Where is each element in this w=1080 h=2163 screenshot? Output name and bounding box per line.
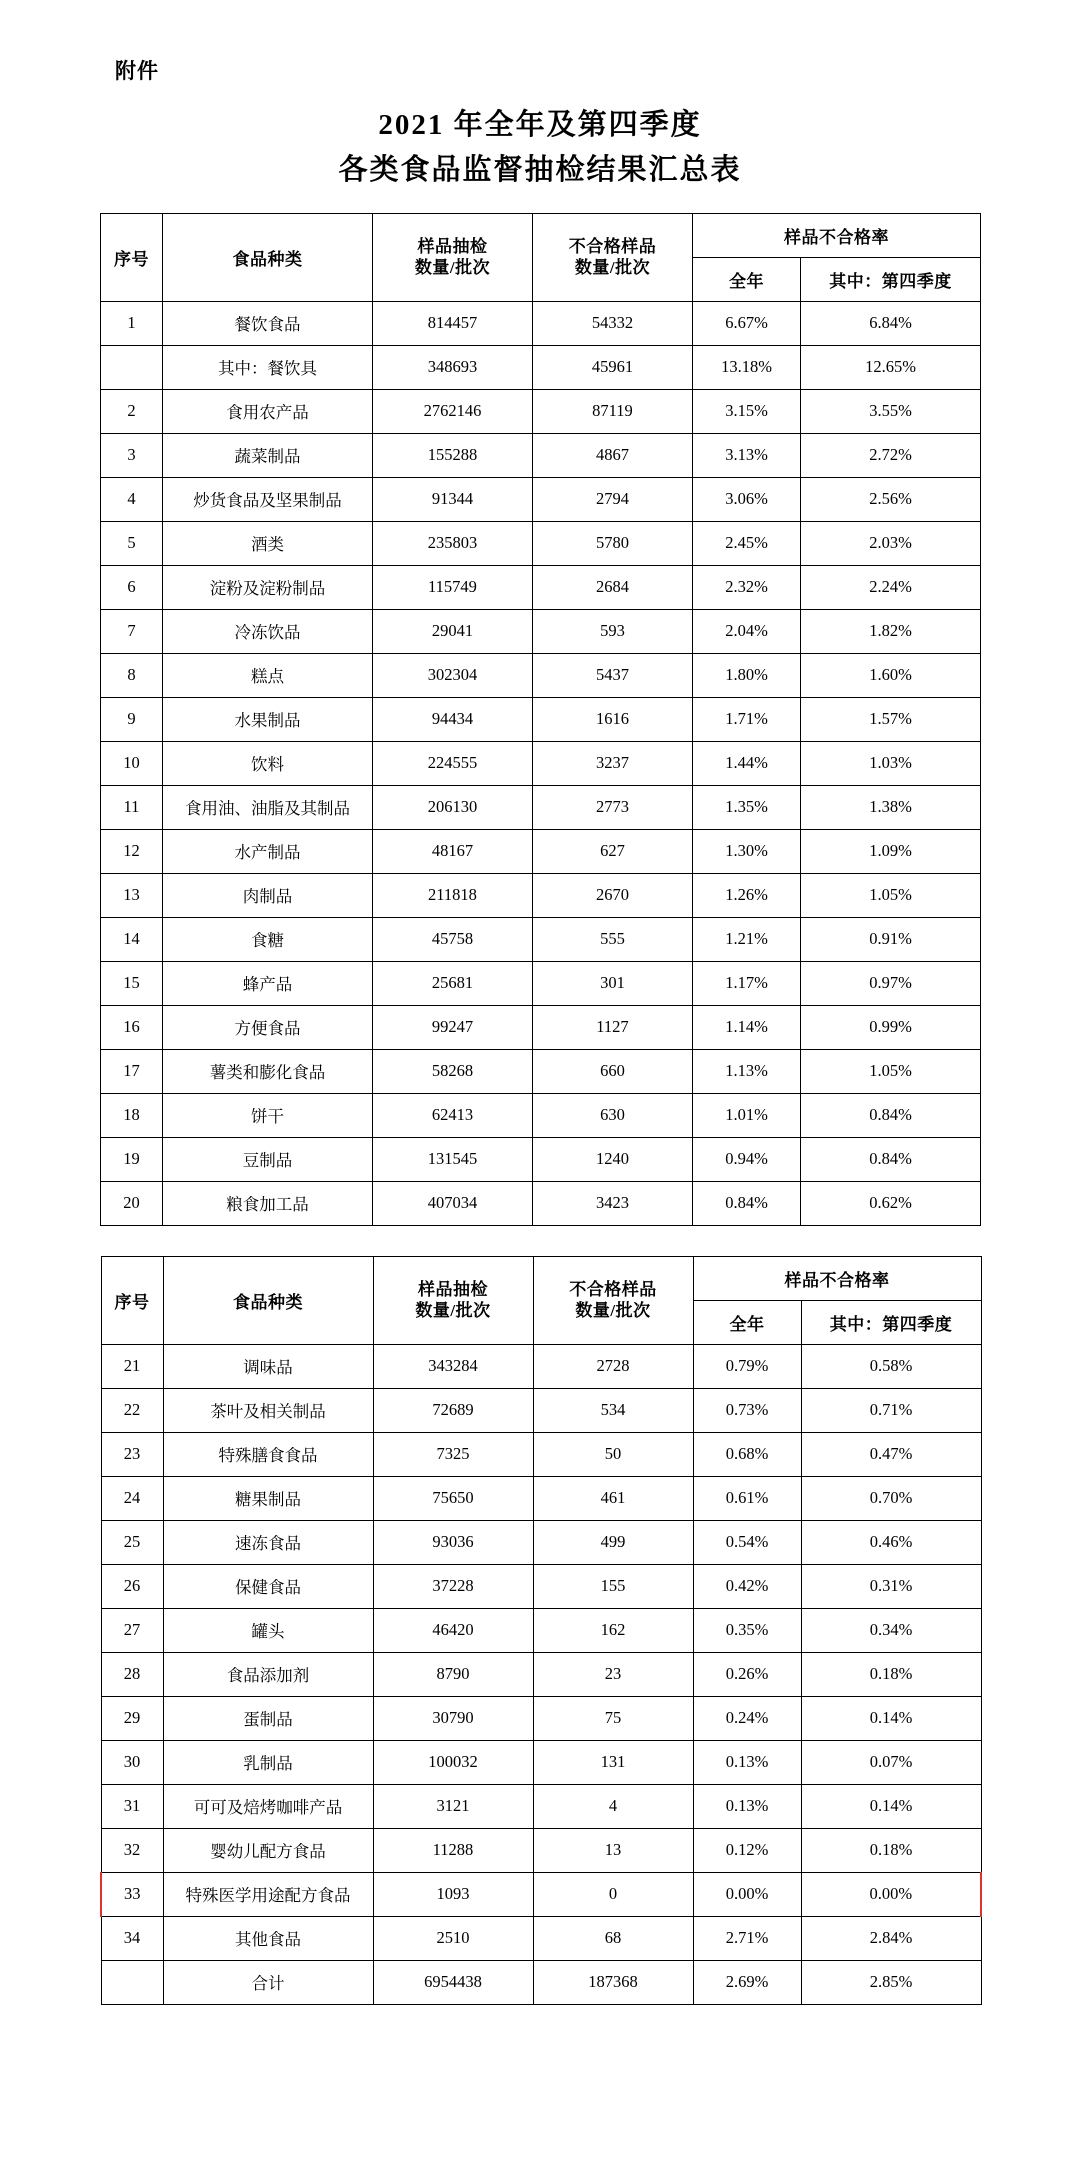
table-body-1: [101, 301, 981, 1225]
row-failed: 630: [533, 1093, 693, 1137]
header-rate-group: 样品不合格率: [693, 213, 981, 257]
table-header-1: [101, 213, 981, 301]
row-category: 乳制品: [163, 1740, 373, 1784]
row-category: 茶叶及相关制品: [163, 1388, 373, 1432]
table-row: [101, 961, 981, 1005]
row-no: 18: [101, 1093, 163, 1137]
row-no: 13: [101, 873, 163, 917]
row-no: 14: [101, 917, 163, 961]
row-no: 20: [101, 1181, 163, 1225]
row-category: 其中：餐饮具: [163, 345, 373, 389]
row-rate-q4: 2.03%: [801, 521, 981, 565]
row-failed: 5780: [533, 521, 693, 565]
row-no: 21: [101, 1344, 163, 1388]
table-row: [101, 1137, 981, 1181]
row-rate-year: 2.71%: [693, 1916, 801, 1960]
row-category: 食用油、油脂及其制品: [163, 785, 373, 829]
row-sampled: 8790: [373, 1652, 533, 1696]
row-no: 33: [101, 1872, 163, 1916]
table-row: [101, 1520, 981, 1564]
row-rate-q4: 12.65%: [801, 345, 981, 389]
row-rate-q4: 1.03%: [801, 741, 981, 785]
row-rate-year: 0.73%: [693, 1388, 801, 1432]
row-failed: 50: [533, 1432, 693, 1476]
table-row: [101, 785, 981, 829]
row-rate-q4: 0.71%: [801, 1388, 981, 1432]
row-rate-q4: 0.99%: [801, 1005, 981, 1049]
row-sampled: 211818: [373, 873, 533, 917]
row-failed: 555: [533, 917, 693, 961]
title-line-2: 各类食品监督抽检结果汇总表: [338, 153, 742, 186]
table-row: [101, 1388, 981, 1432]
row-sampled: 99247: [373, 1005, 533, 1049]
row-rate-q4: 1.60%: [801, 653, 981, 697]
row-rate-q4: 0.14%: [801, 1784, 981, 1828]
header-failed: [533, 213, 693, 301]
row-category: 食用农产品: [163, 389, 373, 433]
row-no: [101, 345, 163, 389]
row-failed: 2670: [533, 873, 693, 917]
page-title: [100, 103, 980, 193]
header-rate-group-2: 样品不合格率: [693, 1256, 981, 1300]
header-failed-2-line2: 数量/批次: [575, 1301, 651, 1321]
row-sampled: 2510: [373, 1916, 533, 1960]
row-category: 肉制品: [163, 873, 373, 917]
table-header-2: [101, 1256, 981, 1344]
row-no: 1: [101, 301, 163, 345]
row-rate-q4: 1.05%: [801, 873, 981, 917]
table-row: [101, 1181, 981, 1225]
row-no: 8: [101, 653, 163, 697]
row-rate-q4: 0.58%: [801, 1344, 981, 1388]
row-rate-q4: 0.14%: [801, 1696, 981, 1740]
row-failed: 3423: [533, 1181, 693, 1225]
table-row: [101, 1828, 981, 1872]
row-category: 饼干: [163, 1093, 373, 1137]
table-row: [101, 389, 981, 433]
header-no-2: 序号: [101, 1256, 163, 1344]
row-category: 罐头: [163, 1608, 373, 1652]
header-sampled-line2: 数量/批次: [414, 258, 491, 278]
row-category: 可可及焙烤咖啡产品: [163, 1784, 373, 1828]
row-sampled: 302304: [373, 653, 533, 697]
row-rate-year: 1.26%: [693, 873, 801, 917]
table-row: [101, 829, 981, 873]
table-row: [101, 1608, 981, 1652]
header-rate-year-2: 全年: [693, 1300, 801, 1344]
row-rate-q4: 2.84%: [801, 1916, 981, 1960]
table-row: [101, 301, 981, 345]
row-rate-q4: 1.38%: [801, 785, 981, 829]
table-row: [101, 1344, 981, 1388]
header-sampled-line1: 样品抽检: [417, 237, 488, 257]
table-row: [101, 1652, 981, 1696]
row-rate-q4: 0.70%: [801, 1476, 981, 1520]
table-gap: [100, 1226, 980, 1256]
row-rate-year: 1.44%: [693, 741, 801, 785]
header-failed-line2: 数量/批次: [574, 258, 651, 278]
row-category: 食品添加剂: [163, 1652, 373, 1696]
row-rate-year: 0.84%: [693, 1181, 801, 1225]
table-row: [101, 477, 981, 521]
row-no: 27: [101, 1608, 163, 1652]
row-failed: 1240: [533, 1137, 693, 1181]
row-failed: 75: [533, 1696, 693, 1740]
row-failed: 54332: [533, 301, 693, 345]
row-no: 4: [101, 477, 163, 521]
table-row: [101, 1872, 981, 1916]
row-rate-year: 1.71%: [693, 697, 801, 741]
row-rate-q4: 1.05%: [801, 1049, 981, 1093]
row-rate-year: 2.32%: [693, 565, 801, 609]
row-no: 19: [101, 1137, 163, 1181]
row-sampled: 348693: [373, 345, 533, 389]
row-no: 26: [101, 1564, 163, 1608]
row-sampled: 407034: [373, 1181, 533, 1225]
table-row: [101, 917, 981, 961]
table-row: [101, 873, 981, 917]
attachment-label: 附件: [115, 60, 159, 83]
row-rate-year: 3.15%: [693, 389, 801, 433]
row-no: 34: [101, 1916, 163, 1960]
row-rate-q4: 2.85%: [801, 1960, 981, 2004]
title-line-1: 2021 年全年及第四季度: [378, 109, 702, 141]
row-no: 3: [101, 433, 163, 477]
row-sampled: 30790: [373, 1696, 533, 1740]
row-rate-q4: 0.46%: [801, 1520, 981, 1564]
row-failed: 2773: [533, 785, 693, 829]
table-row: [101, 1696, 981, 1740]
table-row: [101, 521, 981, 565]
row-category: 炒货食品及坚果制品: [163, 477, 373, 521]
header-rate-q4-2: 其中：第四季度: [801, 1300, 981, 1344]
row-failed: 187368: [533, 1960, 693, 2004]
row-rate-q4: 3.55%: [801, 389, 981, 433]
row-no: 32: [101, 1828, 163, 1872]
row-rate-q4: 6.84%: [801, 301, 981, 345]
row-rate-year: 0.26%: [693, 1652, 801, 1696]
row-rate-q4: 1.82%: [801, 609, 981, 653]
row-rate-year: 0.13%: [693, 1784, 801, 1828]
row-rate-year: 13.18%: [693, 345, 801, 389]
table-row: [101, 345, 981, 389]
row-failed: 1127: [533, 1005, 693, 1049]
row-no: 17: [101, 1049, 163, 1093]
row-failed: 0: [533, 1872, 693, 1916]
row-rate-year: 1.14%: [693, 1005, 801, 1049]
row-no: 15: [101, 961, 163, 1005]
row-category: 豆制品: [163, 1137, 373, 1181]
row-no: 30: [101, 1740, 163, 1784]
row-sampled: 58268: [373, 1049, 533, 1093]
results-table-part-1: [100, 213, 981, 1226]
row-rate-q4: 0.84%: [801, 1093, 981, 1137]
row-rate-q4: 2.24%: [801, 565, 981, 609]
row-sampled: 94434: [373, 697, 533, 741]
row-category: 蛋制品: [163, 1696, 373, 1740]
row-sampled: 29041: [373, 609, 533, 653]
row-failed: 2794: [533, 477, 693, 521]
row-rate-year: 3.13%: [693, 433, 801, 477]
table-row: [101, 1476, 981, 1520]
row-sampled: 224555: [373, 741, 533, 785]
row-rate-year: 1.17%: [693, 961, 801, 1005]
header-category-2: 食品种类: [163, 1256, 373, 1344]
row-category: 糖果制品: [163, 1476, 373, 1520]
row-category: 婴幼儿配方食品: [163, 1828, 373, 1872]
header-sampled-2-line1: 样品抽检: [418, 1280, 488, 1300]
row-sampled: 814457: [373, 301, 533, 345]
row-failed: 1616: [533, 697, 693, 741]
row-category: 粮食加工品: [163, 1181, 373, 1225]
row-sampled: 75650: [373, 1476, 533, 1520]
row-rate-q4: 0.84%: [801, 1137, 981, 1181]
row-category: 蜂产品: [163, 961, 373, 1005]
header-failed-2: [533, 1256, 693, 1344]
row-rate-year: 1.21%: [693, 917, 801, 961]
row-rate-year: 0.12%: [693, 1828, 801, 1872]
row-rate-year: 0.68%: [693, 1432, 801, 1476]
table-row: [101, 697, 981, 741]
table-row: [101, 565, 981, 609]
row-rate-q4: 0.00%: [801, 1872, 981, 1916]
row-failed: 4: [533, 1784, 693, 1828]
row-rate-year: 0.35%: [693, 1608, 801, 1652]
header-row-main: [101, 213, 981, 257]
row-failed: 45961: [533, 345, 693, 389]
row-category: 合计: [163, 1960, 373, 2004]
table-row: [101, 1784, 981, 1828]
row-failed: 461: [533, 1476, 693, 1520]
row-rate-q4: 1.09%: [801, 829, 981, 873]
row-no: 10: [101, 741, 163, 785]
row-rate-year: 1.01%: [693, 1093, 801, 1137]
header-sampled-2: [373, 1256, 533, 1344]
row-failed: 162: [533, 1608, 693, 1652]
row-rate-year: 0.79%: [693, 1344, 801, 1388]
row-failed: 13: [533, 1828, 693, 1872]
row-no: 11: [101, 785, 163, 829]
row-category: 饮料: [163, 741, 373, 785]
row-rate-q4: 2.72%: [801, 433, 981, 477]
row-sampled: 45758: [373, 917, 533, 961]
row-rate-year: 1.35%: [693, 785, 801, 829]
row-sampled: 2762146: [373, 389, 533, 433]
row-no: 22: [101, 1388, 163, 1432]
row-category: 食糖: [163, 917, 373, 961]
header-no: 序号: [101, 213, 163, 301]
row-failed: 87119: [533, 389, 693, 433]
row-failed: 593: [533, 609, 693, 653]
row-rate-year: 2.69%: [693, 1960, 801, 2004]
row-sampled: 235803: [373, 521, 533, 565]
table-row: [101, 1740, 981, 1784]
row-rate-year: 6.67%: [693, 301, 801, 345]
table-row: [101, 1564, 981, 1608]
row-rate-year: 3.06%: [693, 477, 801, 521]
header-failed-line1: 不合格样品: [568, 237, 657, 257]
results-table-part-2: [100, 1256, 982, 2005]
row-sampled: 7325: [373, 1432, 533, 1476]
row-category: 糕点: [163, 653, 373, 697]
row-no: 9: [101, 697, 163, 741]
table-row: [101, 1960, 981, 2004]
row-sampled: 6954438: [373, 1960, 533, 2004]
row-failed: 2728: [533, 1344, 693, 1388]
table-row: [101, 433, 981, 477]
row-sampled: 72689: [373, 1388, 533, 1432]
row-rate-year: 0.13%: [693, 1740, 801, 1784]
row-category: 保健食品: [163, 1564, 373, 1608]
row-category: 餐饮食品: [163, 301, 373, 345]
row-rate-year: 1.30%: [693, 829, 801, 873]
header-failed-2-line1: 不合格样品: [569, 1280, 657, 1300]
row-rate-q4: 0.97%: [801, 961, 981, 1005]
row-no: 28: [101, 1652, 163, 1696]
row-category: 特殊医学用途配方食品: [163, 1872, 373, 1916]
row-sampled: 62413: [373, 1093, 533, 1137]
row-rate-q4: 0.91%: [801, 917, 981, 961]
header-sampled-2-line2: 数量/批次: [415, 1301, 491, 1321]
row-no: 31: [101, 1784, 163, 1828]
row-failed: 3237: [533, 741, 693, 785]
table-row: [101, 1093, 981, 1137]
row-no: 29: [101, 1696, 163, 1740]
row-sampled: 11288: [373, 1828, 533, 1872]
row-failed: 155: [533, 1564, 693, 1608]
row-sampled: 131545: [373, 1137, 533, 1181]
row-rate-year: 1.13%: [693, 1049, 801, 1093]
row-rate-q4: 0.31%: [801, 1564, 981, 1608]
row-no: 6: [101, 565, 163, 609]
row-rate-q4: 0.34%: [801, 1608, 981, 1652]
row-rate-q4: 0.18%: [801, 1828, 981, 1872]
row-sampled: 206130: [373, 785, 533, 829]
row-failed: 660: [533, 1049, 693, 1093]
table-body-2: [101, 1344, 981, 2004]
row-rate-year: 0.24%: [693, 1696, 801, 1740]
row-rate-q4: 0.18%: [801, 1652, 981, 1696]
row-no: 16: [101, 1005, 163, 1049]
row-no: 7: [101, 609, 163, 653]
row-rate-year: 1.80%: [693, 653, 801, 697]
row-sampled: 25681: [373, 961, 533, 1005]
row-no: 23: [101, 1432, 163, 1476]
row-sampled: 1093: [373, 1872, 533, 1916]
table-row: [101, 1005, 981, 1049]
row-failed: 534: [533, 1388, 693, 1432]
row-rate-q4: 0.47%: [801, 1432, 981, 1476]
row-sampled: 48167: [373, 829, 533, 873]
row-rate-year: 0.00%: [693, 1872, 801, 1916]
table-row: [101, 653, 981, 697]
header-sampled: [373, 213, 533, 301]
row-rate-year: 0.61%: [693, 1476, 801, 1520]
row-category: 蔬菜制品: [163, 433, 373, 477]
row-rate-year: 2.45%: [693, 521, 801, 565]
row-failed: 23: [533, 1652, 693, 1696]
row-failed: 4867: [533, 433, 693, 477]
row-no: [101, 1960, 163, 2004]
row-no: 12: [101, 829, 163, 873]
row-category: 水产制品: [163, 829, 373, 873]
row-rate-q4: 2.56%: [801, 477, 981, 521]
row-no: 25: [101, 1520, 163, 1564]
row-sampled: 3121: [373, 1784, 533, 1828]
row-category: 速冻食品: [163, 1520, 373, 1564]
row-rate-q4: 0.07%: [801, 1740, 981, 1784]
table-row: [101, 609, 981, 653]
header-row-main-2: [101, 1256, 981, 1300]
row-no: 5: [101, 521, 163, 565]
row-sampled: 343284: [373, 1344, 533, 1388]
row-category: 调味品: [163, 1344, 373, 1388]
row-sampled: 115749: [373, 565, 533, 609]
row-failed: 499: [533, 1520, 693, 1564]
row-category: 冷冻饮品: [163, 609, 373, 653]
row-sampled: 155288: [373, 433, 533, 477]
header-category: 食品种类: [163, 213, 373, 301]
row-failed: 68: [533, 1916, 693, 1960]
row-failed: 2684: [533, 565, 693, 609]
row-sampled: 46420: [373, 1608, 533, 1652]
table-row: [101, 1049, 981, 1093]
header-rate-year: 全年: [693, 257, 801, 301]
row-sampled: 100032: [373, 1740, 533, 1784]
row-sampled: 37228: [373, 1564, 533, 1608]
row-rate-q4: 1.57%: [801, 697, 981, 741]
row-rate-year: 2.04%: [693, 609, 801, 653]
row-category: 酒类: [163, 521, 373, 565]
header-rate-q4: 其中：第四季度: [801, 257, 981, 301]
table-row: [101, 741, 981, 785]
row-failed: 131: [533, 1740, 693, 1784]
row-rate-year: 0.42%: [693, 1564, 801, 1608]
row-sampled: 93036: [373, 1520, 533, 1564]
row-no: 2: [101, 389, 163, 433]
row-failed: 627: [533, 829, 693, 873]
row-sampled: 91344: [373, 477, 533, 521]
row-category: 水果制品: [163, 697, 373, 741]
row-failed: 301: [533, 961, 693, 1005]
row-rate-q4: 0.62%: [801, 1181, 981, 1225]
row-category: 方便食品: [163, 1005, 373, 1049]
row-failed: 5437: [533, 653, 693, 697]
table-row: [101, 1432, 981, 1476]
row-category: 其他食品: [163, 1916, 373, 1960]
row-rate-year: 0.94%: [693, 1137, 801, 1181]
row-category: 淀粉及淀粉制品: [163, 565, 373, 609]
row-rate-year: 0.54%: [693, 1520, 801, 1564]
table-row: [101, 1916, 981, 1960]
row-no: 24: [101, 1476, 163, 1520]
row-category: 特殊膳食食品: [163, 1432, 373, 1476]
row-category: 薯类和膨化食品: [163, 1049, 373, 1093]
